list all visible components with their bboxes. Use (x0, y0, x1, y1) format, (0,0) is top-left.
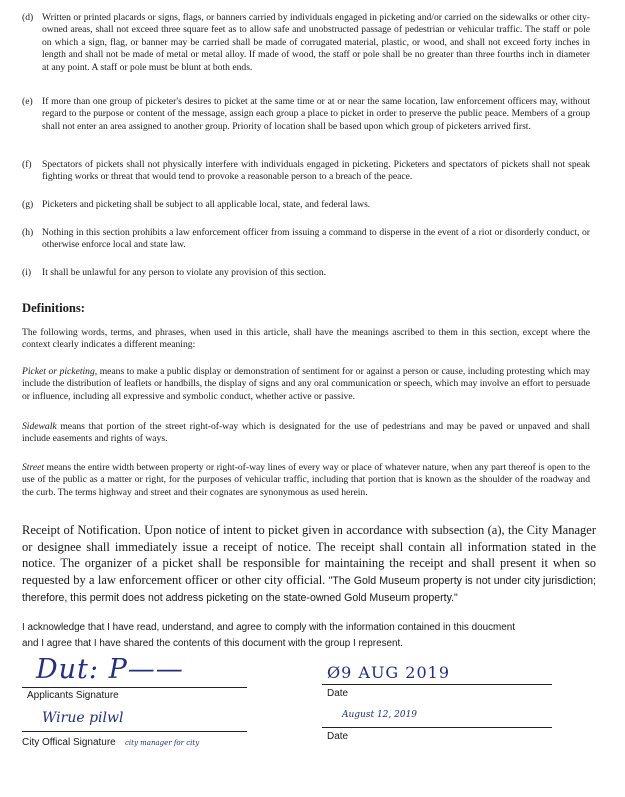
date-line-2 (322, 727, 552, 728)
receipt-quote: "The Gold Museum property is not under city jurisdiction; therefore, this permit does not address picketing on the state-owned Gold Museum property." (22, 574, 596, 605)
acknowledgement-line-1: I acknowledge that I have read, understand, and agree to comply with the information contained in this doucment (22, 622, 515, 633)
acknowledgement-line-2: and I agree that I have shared the contents of this document with the group I represent. (22, 638, 403, 649)
item-i (22, 267, 590, 279)
item-label: (h) (22, 227, 34, 238)
item-text: Written or printed placards or signs, flags, or banners carried by individuals engaged in picketing and/or carried on the sidewalks or other city-owned areas, shall not exceed three square feet as to allow safe and unobstructed passage of pedestrian or vehicular traffic. The staff or pole on which a sign, flag, or banner may be carried shall be made of corrugated material, plastic, or wood, and shall not exceed forty inches in length and shall not be made of metal or metal alloy. If made of wood, the staff or pole shall be no greater than three fourths inch in diameter at any point. A staff or pole must be blunt at both ends. (42, 12, 590, 73)
receipt-text: Receipt of Notification. Upon notice of intent to picket given in accordance with subsection (a), the City Manager or designee shall immediately issue a receipt of notice. The receipt shall contain all information stated in the notice. The organizer of a picket shall be responsible for maintaining the receipt and shall present it when so requested by a law enforcement officer or other city official. (22, 523, 596, 587)
item-label: (e) (22, 96, 33, 107)
date-handwriting-2: August 12, 2019 (342, 710, 418, 720)
item-text: It shall be unlawful for any person to violate any provision of this section. (42, 267, 327, 278)
date-label-1: Date (327, 688, 349, 699)
applicant-signature-line (22, 687, 247, 688)
item-g (22, 199, 590, 211)
receipt-paragraph (22, 522, 596, 607)
definition-text: means the entire width between property or right-of-way lines of every way or place of whatever nature, when any part thereof is open to the use of the public as a matter or right, for the purposes of vehicular traffic, including that portion that is known as the shoulder of the roadway and the curb. The terms highway and street and their cognates are synonymous as used herein. (22, 462, 590, 498)
date-line-1 (322, 684, 552, 685)
definition-term: Street (22, 462, 45, 473)
item-text: Picketers and picketing shall be subject to all applicable local, state, and federal laws. (42, 199, 371, 210)
city-signature-label: City Offical Signature (22, 737, 116, 748)
city-signature-line (22, 731, 247, 732)
definition-picket (22, 366, 590, 403)
item-text: If more than one group of picketer's desires to picket at the same time or at or near the same location, law enforcement officers may, without regard to the purpose or content of the message, assign each group a place to picket in order to preserve the public peace. Members of a group shall not enter an area assigned to another group. Priority of location shall be based upon which group of picketers arrived first. (42, 96, 590, 132)
item-label: (i) (22, 267, 32, 278)
item-label: (f) (22, 159, 32, 170)
applicant-signature-label: Applicants Signature (27, 690, 119, 701)
definitions-heading: Definitions: (22, 301, 85, 315)
definition-text: means that portion of the street right-of-way which is designated for the use of pedestrians and may be paved or unpaved and shall include easements and rights of ways. (22, 421, 590, 445)
definition-text: means to make a public display or demonstration of sentiment for or against a person or cause, including protesting which may include the distribution of leaflets or handbills, the display of signs and any oral communication or speech, which may involve an effort to persuade or influence, including all expressive and symbolic conduct, whether active or passive. (22, 366, 590, 402)
date-handwriting-1: Ø9 AUG 2019 (327, 663, 451, 682)
item-text: Nothing in this section prohibits a law enforcement officer from issuing a command to disperse in the event of a riot or disorderly conduct, or otherwise enforce local and state law. (42, 227, 590, 251)
item-label: (d) (22, 12, 34, 23)
acknowledgement (22, 620, 612, 652)
date-label-2: Date (327, 731, 349, 742)
item-e (22, 96, 590, 133)
definition-street (22, 462, 590, 499)
definition-term: Sidewalk (22, 421, 57, 432)
item-f (22, 159, 590, 184)
item-h (22, 227, 590, 252)
definitions-intro: The following words, terms, and phrases, when used in this article, shall have the meanings ascribed to them in this section, except where the context clearly indicates a different meaning: (22, 327, 590, 351)
item-label: (g) (22, 199, 34, 210)
city-signature-note: city manager for city (125, 739, 200, 747)
definition-term: Picket or picketing, (22, 366, 98, 377)
definition-sidewalk (22, 421, 590, 446)
city-signature-handwriting: Wirue pilwl (42, 710, 124, 726)
item-text: Spectators of pickets shall not physically interfere with individuals engaged in picketing. Picketers and spectators of pickets shall not speak fighting works or threat that would tend to provoke a reasonable person to a breach of the peace. (42, 159, 590, 183)
applicant-signature-handwriting: Dut: P—— (36, 654, 184, 685)
item-d (22, 12, 590, 74)
